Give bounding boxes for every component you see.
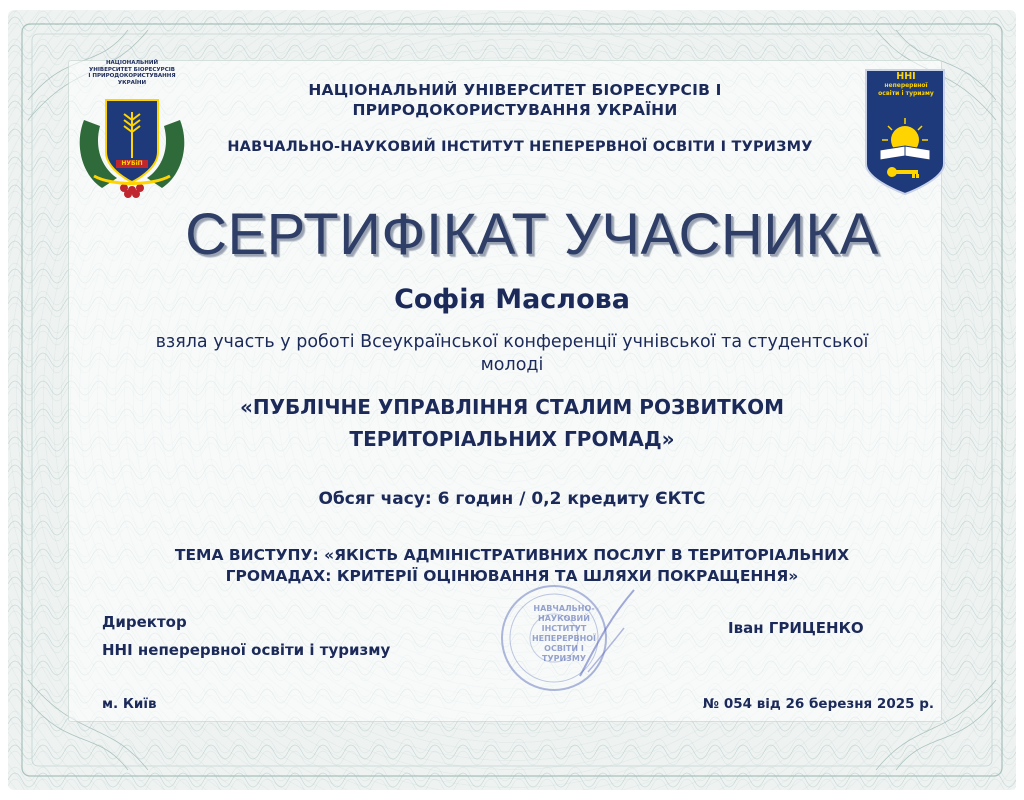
city: м. Київ <box>102 696 157 712</box>
university-name <box>250 80 780 120</box>
stamp-line1: НАВЧАЛЬНО- <box>533 604 595 613</box>
logo-caption-line2: УНІВЕРСИТЕТ БІОРЕСУРСІВ <box>89 66 175 73</box>
director-title: Директор <box>102 613 187 631</box>
stamp-text <box>524 604 604 664</box>
participation-line2: молоді <box>480 355 544 375</box>
stamp-line6: ТУРИЗМУ <box>542 654 586 663</box>
certificate-number-date: № 054 від 26 березня 2025 р. <box>702 696 934 712</box>
participation-line1: взяла участь у роботі Всеукраїнської конференції учнівської та студентської <box>155 332 869 352</box>
conference-title-line2: ТЕРИТОРІАЛЬНИХ ГРОМАД» <box>349 427 675 451</box>
emblem-line3: освіти і туризму <box>878 90 934 97</box>
logo-caption-line1: НАЦІОНАЛЬНИЙ <box>105 60 159 66</box>
topic-line1: ТЕМА ВИСТУПУ: «ЯКІСТЬ АДМІНІСТРАТИВНИХ ПОСЛУГ В ТЕРИТОРІАЛЬНИХ <box>174 546 850 564</box>
participation-text <box>80 331 944 377</box>
recipient-name: Софія Маслова <box>394 284 630 315</box>
topic-line2: ГРОМАДАХ: КРИТЕРІЇ ОЦІНЮВАННЯ ТА ШЛЯХИ ПОКРАЩЕННЯ» <box>225 567 799 585</box>
logo-shield-text: НУБіП <box>121 160 143 167</box>
conference-title-line1: «ПУБЛІЧНЕ УПРАВЛІННЯ СТАЛИМ РОЗВИТКОМ <box>239 395 785 419</box>
stamp-line2: НАУКОВИЙ <box>538 614 590 623</box>
stamp-line4: НЕПЕРЕРВНОЇ <box>531 634 597 643</box>
emblem-line2: неперервної <box>884 82 928 89</box>
institute-name: НАВЧАЛЬНО-НАУКОВИЙ ІНСТИТУТ НЕПЕРЕРВНОЇ ОСВІТИ І ТУРИЗМУ <box>227 139 813 155</box>
certificate-title: СЕРТИФІКАТ УЧАСНИКА <box>185 202 879 267</box>
institute-emblem-text <box>872 71 940 98</box>
university-line2: ПРИРОДОКОРИСТУВАННЯ УКРАЇНИ <box>352 101 678 119</box>
director-org: ННІ неперервної освіти і туризму <box>102 641 391 659</box>
emblem-line1: ННІ <box>896 71 916 82</box>
conference-title <box>120 391 904 455</box>
university-logo-caption <box>84 60 180 86</box>
signer-name: Іван ГРИЦЕНКО <box>728 619 864 637</box>
university-line1: НАЦІОНАЛЬНИЙ УНІВЕРСИТЕТ БІОРЕСУРСІВ І <box>308 81 722 99</box>
director-block <box>102 608 522 664</box>
logo-caption-line3: І ПРИРОДОКОРИСТУВАННЯ УКРАЇНИ <box>88 73 176 86</box>
stamp-line5: ОСВІТИ І <box>544 644 584 653</box>
stamp-line3: ІНСТИТУТ <box>541 624 587 633</box>
hours-credits: Обсяг часу: 6 годин / 0,2 кредиту ЄКТС <box>318 489 706 509</box>
